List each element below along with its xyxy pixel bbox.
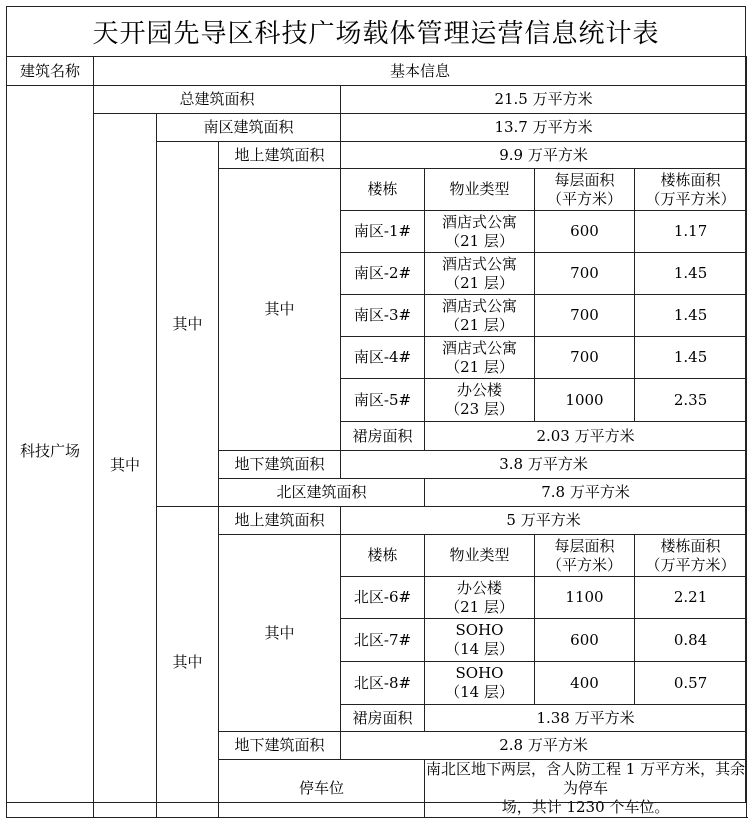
north-area-value: 7.8 万平方米 xyxy=(425,479,747,507)
south-inner-qizhong-label: 其中 xyxy=(219,169,341,451)
total-area-cell: 2.21 xyxy=(635,577,747,619)
south-header-bldg: 楼栋 xyxy=(341,169,425,211)
type-cell: 酒店式公寓 （21 层） xyxy=(425,337,535,379)
type-cell: 办公楼 （21 层） xyxy=(425,577,535,619)
bldg-cell: 北区-7# xyxy=(341,619,425,662)
total-area-cell: 2.35 xyxy=(635,379,747,422)
south-above-value: 9.9 万平方米 xyxy=(341,142,747,169)
floor-area-cell: 600 xyxy=(535,619,635,662)
south-header-total: 楼栋面积 （万平方米） xyxy=(635,169,747,211)
north-under-value: 2.8 万平方米 xyxy=(341,732,747,760)
north-header-floor: 每层面积 （平方米） xyxy=(535,535,635,577)
floor-area-cell: 700 xyxy=(535,253,635,295)
floor-area-cell: 400 xyxy=(535,662,635,705)
total-area-label: 总建筑面积 xyxy=(94,86,341,114)
type-cell: 酒店式公寓 （21 层） xyxy=(425,295,535,337)
north-podium-label: 裙房面积 xyxy=(341,705,425,732)
total-area-cell: 1.17 xyxy=(635,211,747,253)
header-building-name: 建筑名称 xyxy=(7,57,94,86)
bldg-cell: 南区-4# xyxy=(341,337,425,379)
total-area-value: 21.5 万平方米 xyxy=(341,86,747,114)
south-podium-label: 裙房面积 xyxy=(341,422,425,451)
south-above-label: 地上建筑面积 xyxy=(219,142,341,169)
type-cell: 酒店式公寓 （21 层） xyxy=(425,253,535,295)
floor-area-cell: 600 xyxy=(535,211,635,253)
north-header-bldg: 楼栋 xyxy=(341,535,425,577)
north-area-label: 北区建筑面积 xyxy=(219,479,425,507)
north-above-label: 地上建筑面积 xyxy=(219,507,341,535)
north-under-label: 地下建筑面积 xyxy=(219,732,341,760)
total-area-cell: 1.45 xyxy=(635,253,747,295)
building-name-cell: 科技广场 xyxy=(7,86,94,818)
type-cell: SOHO （14 层） xyxy=(425,619,535,662)
bldg-cell: 北区-6# xyxy=(341,577,425,619)
type-cell: 酒店式公寓 （21 层） xyxy=(425,211,535,253)
north-header-total: 楼栋面积 （万平方米） xyxy=(635,535,747,577)
south-qizhong-label: 其中 xyxy=(157,142,219,507)
total-area-cell: 0.57 xyxy=(635,662,747,705)
bldg-cell: 北区-8# xyxy=(341,662,425,705)
total-area-row xyxy=(7,86,747,114)
parking-value: 南北区地下两层，含人防工程 1 万平方米，其余为停车 场，共计 1230 个车位。 xyxy=(426,760,746,816)
qizhong-main-label: 其中 xyxy=(94,114,157,818)
south-area-value: 13.7 万平方米 xyxy=(341,114,747,142)
north-qizhong-label: 其中 xyxy=(157,507,219,818)
north-above-value: 5 万平方米 xyxy=(341,507,747,535)
south-header-type: 物业类型 xyxy=(425,169,535,211)
south-header-floor: 每层面积 （平方米） xyxy=(535,169,635,211)
bldg-cell: 南区-5# xyxy=(341,379,425,422)
south-under-value: 3.8 万平方米 xyxy=(341,451,747,479)
bldg-cell: 南区-2# xyxy=(341,253,425,295)
north-podium-value: 1.38 万平方米 xyxy=(425,705,747,732)
header-basic-info: 基本信息 xyxy=(94,57,747,86)
north-header-type: 物业类型 xyxy=(425,535,535,577)
parking-label: 停车位 xyxy=(219,760,425,818)
total-area-cell: 0.84 xyxy=(635,619,747,662)
floor-area-cell: 1100 xyxy=(535,577,635,619)
total-area-cell: 1.45 xyxy=(635,337,747,379)
floor-area-cell: 1000 xyxy=(535,379,635,422)
north-inner-qizhong-label: 其中 xyxy=(219,535,341,732)
bldg-cell: 南区-3# xyxy=(341,295,425,337)
floor-area-cell: 700 xyxy=(535,337,635,379)
south-area-label: 南区建筑面积 xyxy=(157,114,341,142)
south-podium-value: 2.03 万平方米 xyxy=(425,422,747,451)
south-area-row xyxy=(7,114,747,142)
bldg-cell: 南区-1# xyxy=(341,211,425,253)
total-area-cell: 1.45 xyxy=(635,295,747,337)
table-header-row xyxy=(7,57,747,86)
south-under-label: 地下建筑面积 xyxy=(219,451,341,479)
floor-area-cell: 700 xyxy=(535,295,635,337)
type-cell: SOHO （14 层） xyxy=(425,662,535,705)
type-cell: 办公楼 （23 层） xyxy=(425,379,535,422)
statistics-table xyxy=(6,56,747,818)
table-title: 天开园先导区科技广场载体管理运营信息统计表 xyxy=(92,18,660,49)
